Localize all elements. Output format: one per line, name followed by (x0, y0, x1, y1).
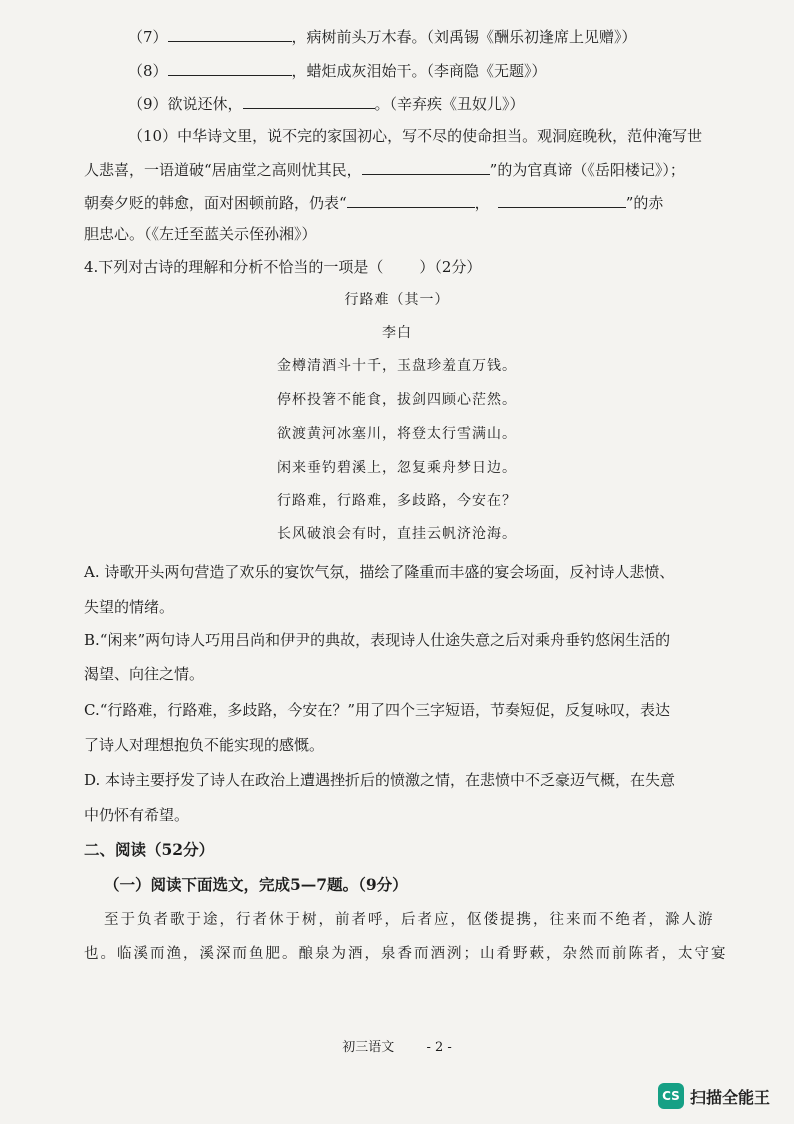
poem-title: 行路难（其一） (344, 292, 450, 308)
question-10-line-4: 胆忠心。（《左迁至蓝关示侄孙湘》） (84, 225, 317, 243)
question-10-line-1: （10）中华诗文里，说不完的家国初心，写不尽的使命担当。观洞庭晚秋，范仲淹写世 (128, 127, 703, 145)
question-7: （7） ，病树前头万木春。（刘禹锡《酬乐初逢席上见赠》） (128, 28, 637, 46)
prose-line-1: 至于负者歌于途，行者休于树，前者呼，后者应，伛偻提携，往来而不绝者，滁人游 (104, 912, 715, 928)
question-4-stem: 4.下列对古诗的理解和分析不恰当的一项是（ ）（2分） (84, 258, 482, 276)
poem-line: 停杯投箸不能食，拔剑四顾心茫然。 (277, 392, 517, 408)
footer-page-number: - 2 - (426, 1040, 452, 1055)
answer-blank (168, 60, 292, 76)
option-c-line-2: 了诗人对理想抱负不能实现的感慨。 (84, 736, 325, 754)
answer-blank (347, 192, 475, 208)
poem-line: 长风破浪会有时，直挂云帆济沧海。 (277, 526, 517, 542)
question-9: （9）欲说还休， 。（辛弃疾《丑奴儿》） (128, 95, 525, 113)
footer-subject: 初三语文 (342, 1040, 395, 1055)
poem-line: 金樽清酒斗十千，玉盘珍羞直万钱。 (277, 358, 517, 374)
watermark-text: 扫描全能王 (690, 1087, 771, 1107)
poem-author: 李白 (382, 325, 412, 341)
section-title: 二、阅读（52分） (84, 840, 215, 859)
answer-blank (498, 192, 626, 208)
camscanner-logo-icon: CS (658, 1083, 684, 1109)
option-b-line-2: 渴望、向往之情。 (84, 665, 205, 683)
option-c-line-1: C.“行路难，行路难，多歧路，今安在？”用了四个三字短语，节奏短促，反复咏叹，表达 (84, 701, 671, 719)
answer-blank (362, 159, 490, 175)
answer-blank (168, 26, 292, 42)
question-10-line-2: 人悲喜，一语道破“居庙堂之高则忧其民， ”的为官真谛（《岳阳楼记》）； (84, 161, 685, 179)
poem-line: 行路难，行路难，多歧路，今安在？ (277, 493, 517, 509)
question-10-line-3: 朝奏夕贬的韩愈，面对困顿前路，仍表“ ， ”的赤 (84, 194, 664, 212)
section-subtitle: （一）阅读下面选文，完成5—7题。（9分） (104, 875, 408, 894)
option-d-line-2: 中仍怀有希望。 (84, 806, 190, 824)
option-b-line-1: B.“闲来”两句诗人巧用吕尚和伊尹的典故，表现诗人仕途失意之后对乘舟垂钓悠闲生活的 (84, 631, 671, 649)
page-footer (0, 1036, 794, 1055)
prose-line-2: 也。临溪而渔，溪深而鱼肥。酿泉为酒，泉香而酒洌；山肴野蔌，杂然而前陈者，太守宴 (84, 946, 728, 962)
poem-line: 欲渡黄河冰塞川，将登太行雪满山。 (277, 426, 517, 442)
option-a-line-2: 失望的情绪。 (84, 598, 175, 616)
scanner-watermark (658, 1083, 770, 1109)
question-8: （8） ，蜡炬成灰泪始干。（李商隐《无题》） (128, 62, 547, 80)
option-a-line-1: A. 诗歌开头两句营造了欢乐的宴饮气氛，描绘了隆重而丰盛的宴会场面，反衬诗人悲愤、 (84, 563, 675, 581)
option-d-line-1: D. 本诗主要抒发了诗人在政治上遭遇挫折后的愤激之情，在悲愤中不乏豪迈气概，在失意 (84, 771, 676, 789)
answer-blank (243, 93, 375, 109)
poem-line: 闲来垂钓碧溪上，忽复乘舟梦日边。 (277, 460, 517, 476)
